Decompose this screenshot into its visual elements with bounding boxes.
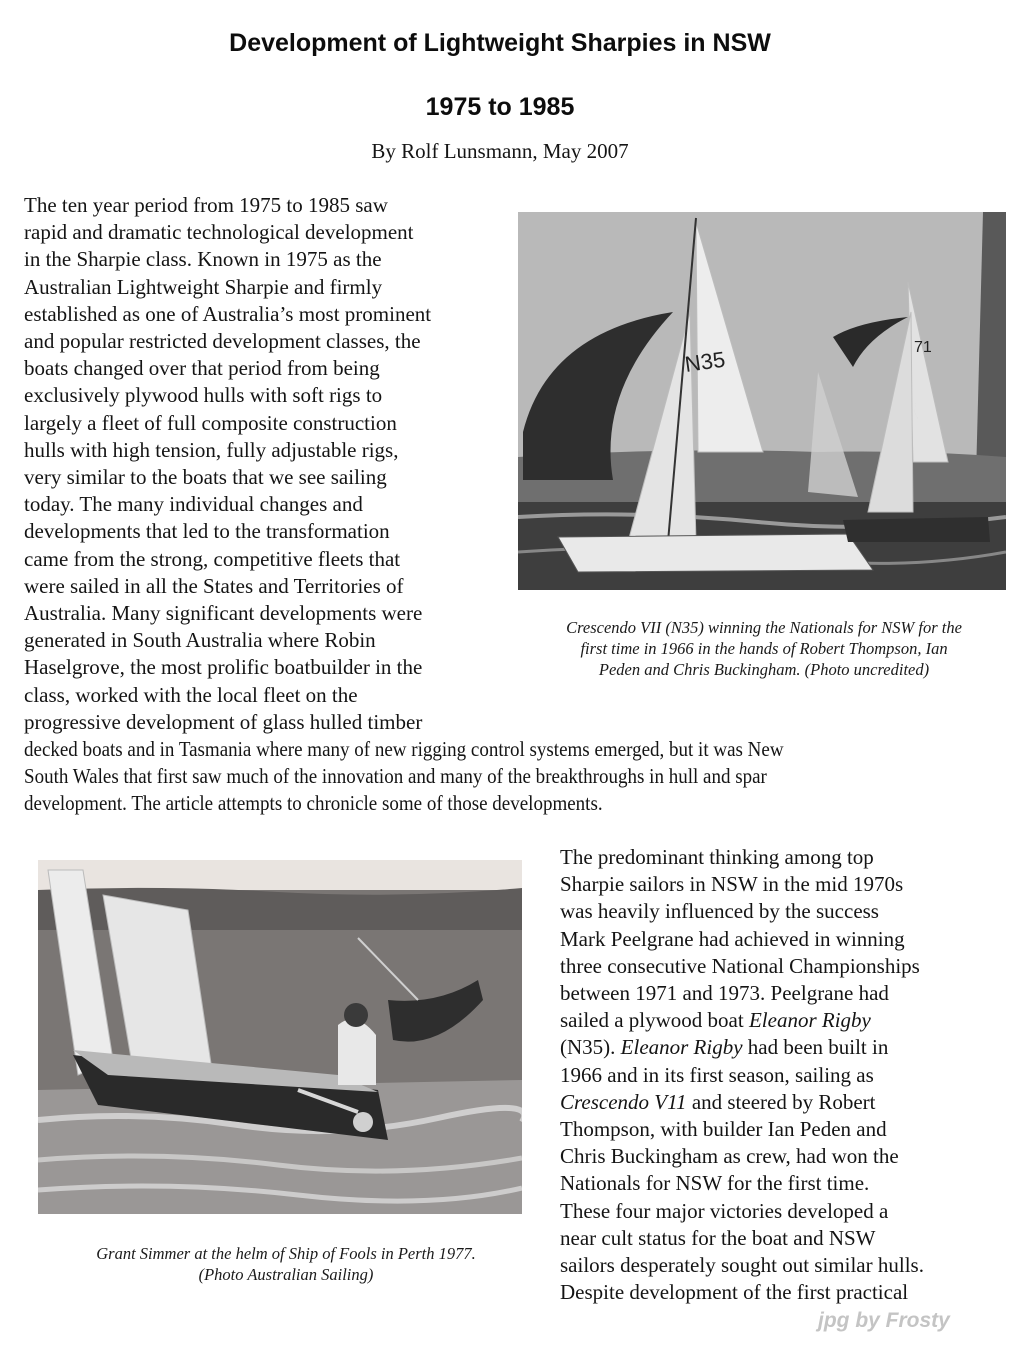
- text-line: decked boats and in Tasmania where many of new rigging control systems emerged, but it was New: [24, 737, 784, 761]
- text-line: exclusively plywood hulls with soft rigs to: [24, 383, 383, 408]
- text-line: boats changed over that period from being: [24, 356, 380, 381]
- sail-number-71: 71: [914, 339, 932, 356]
- boat-name: Eleanor Rigby: [620, 1035, 743, 1060]
- text-line: and popular restricted development classes, the: [24, 329, 421, 354]
- boat-name: Eleanor Rigby: [748, 1008, 871, 1033]
- text-line: [560, 1252, 924, 1279]
- caption-line: Crescendo VII (N35) winning the Nationals for NSW for the: [566, 618, 962, 637]
- document-subtitle-years: 1975 to 1985: [425, 92, 575, 121]
- text-line: [560, 1198, 924, 1225]
- text-line: [560, 844, 924, 871]
- text-line: South Wales that first saw much of the innovation and many of the breakthroughs in hull and spar: [24, 764, 767, 789]
- text-run: Nationals for NSW for the first time.: [560, 1171, 870, 1196]
- text-run: These four major victories developed a: [560, 1198, 889, 1223]
- text-line: very similar to the boats that we see sailing: [24, 465, 387, 490]
- photo-caption-ship-of-fools: [40, 1243, 532, 1285]
- sail-number-n35: N35: [683, 346, 727, 377]
- sailing-photo-crescendo-n35: [518, 212, 1006, 590]
- text-line: [560, 953, 924, 980]
- text-line: [560, 1116, 924, 1143]
- caption-line: Grant Simmer at the helm of Ship of Fools in Perth 1977.: [96, 1244, 476, 1263]
- photo-illustration-sharpie-trapezing: [38, 860, 522, 1214]
- text-line: developments that led to the transformation: [24, 519, 390, 544]
- text-line: Australia. Many significant developments were: [24, 601, 423, 626]
- text-line: progressive development of glass hulled timber: [24, 709, 423, 734]
- text-line: generated in South Australia where Robin: [24, 628, 376, 653]
- text-line: development. The article attempts to chronicle some of those developments.: [24, 791, 603, 816]
- second-section-paragraph: [560, 844, 924, 1306]
- text-line: [560, 898, 924, 925]
- text-run: three consecutive National Championships: [560, 953, 920, 978]
- text-run: Chris Buckingham as crew, had won the: [560, 1144, 899, 1169]
- photo-caption-crescendo: [516, 617, 1012, 680]
- text-line: [560, 1225, 924, 1252]
- text-run: and steered by Robert: [686, 1089, 876, 1114]
- text-run: was heavily influenced by the success: [560, 899, 879, 924]
- text-run: (N35).: [560, 1035, 621, 1060]
- text-line: Australian Lightweight Sharpie and firmly: [24, 274, 383, 299]
- text-line: today. The many individual changes and: [24, 492, 363, 517]
- text-run: sailed a plywood boat: [560, 1008, 749, 1033]
- text-run: 1966 and in its first season, sailing as: [560, 1062, 874, 1087]
- watermark: jpg by Frosty: [818, 1309, 950, 1332]
- intro-paragraph-left-column: [24, 192, 431, 736]
- text-line: in the Sharpie class. Known in 1975 as the: [24, 247, 382, 272]
- text-line: [560, 1089, 924, 1116]
- text-line: [560, 1062, 924, 1089]
- text-run: between 1971 and 1973. Peelgrane had: [560, 981, 889, 1006]
- sailing-photo-ship-of-fools: [38, 860, 522, 1214]
- caption-line: first time in 1966 in the hands of Robert Thompson, Ian: [580, 639, 948, 658]
- text-line: class, worked with the local fleet on the: [24, 682, 358, 707]
- text-run: sailors desperately sought out similar hulls.: [560, 1253, 924, 1278]
- caption-line: Peden and Chris Buckingham. (Photo uncredited): [598, 660, 930, 679]
- text-line: [560, 1279, 924, 1306]
- text-line: [560, 1007, 924, 1034]
- text-run: had been built in: [742, 1035, 889, 1060]
- text-line: The ten year period from 1975 to 1985 saw: [24, 193, 388, 217]
- text-line: established as one of Australia’s most prominent: [24, 301, 432, 326]
- caption-line: (Photo Australian Sailing): [198, 1265, 374, 1284]
- text-line: [560, 1034, 924, 1061]
- text-run: Sharpie sailors in NSW in the mid 1970s: [560, 872, 904, 897]
- photo-illustration-sharpies-racing: [518, 212, 1006, 590]
- text-run: Despite development of the first practical: [560, 1280, 909, 1305]
- text-line: were sailed in all the States and Territories of: [24, 573, 404, 598]
- text-line: [560, 980, 924, 1007]
- document-title: Development of Lightweight Sharpies in NSW: [229, 28, 771, 57]
- text-run: The predominant thinking among top: [560, 845, 874, 869]
- text-line: Haselgrove, the most prolific boatbuilder in the: [24, 655, 423, 680]
- author-byline: By Rolf Lunsmann, May 2007: [371, 139, 629, 163]
- text-line: [560, 871, 924, 898]
- text-line: [560, 1143, 924, 1170]
- text-line: came from the strong, competitive fleets that: [24, 546, 401, 571]
- text-line: largely a fleet of full composite construction: [24, 410, 397, 435]
- text-line: [560, 1170, 924, 1197]
- intro-paragraph-full-width: [24, 736, 863, 818]
- boat-name: Crescendo V11: [560, 1089, 687, 1114]
- text-line: [560, 926, 924, 953]
- text-line: hulls with high tension, fully adjustable rigs,: [24, 437, 399, 462]
- text-run: near cult status for the boat and NSW: [560, 1225, 876, 1250]
- text-run: Mark Peelgrane had achieved in winning: [560, 926, 905, 951]
- text-line: rapid and dramatic technological development: [24, 220, 414, 245]
- text-run: Thompson, with builder Ian Peden and: [560, 1117, 887, 1142]
